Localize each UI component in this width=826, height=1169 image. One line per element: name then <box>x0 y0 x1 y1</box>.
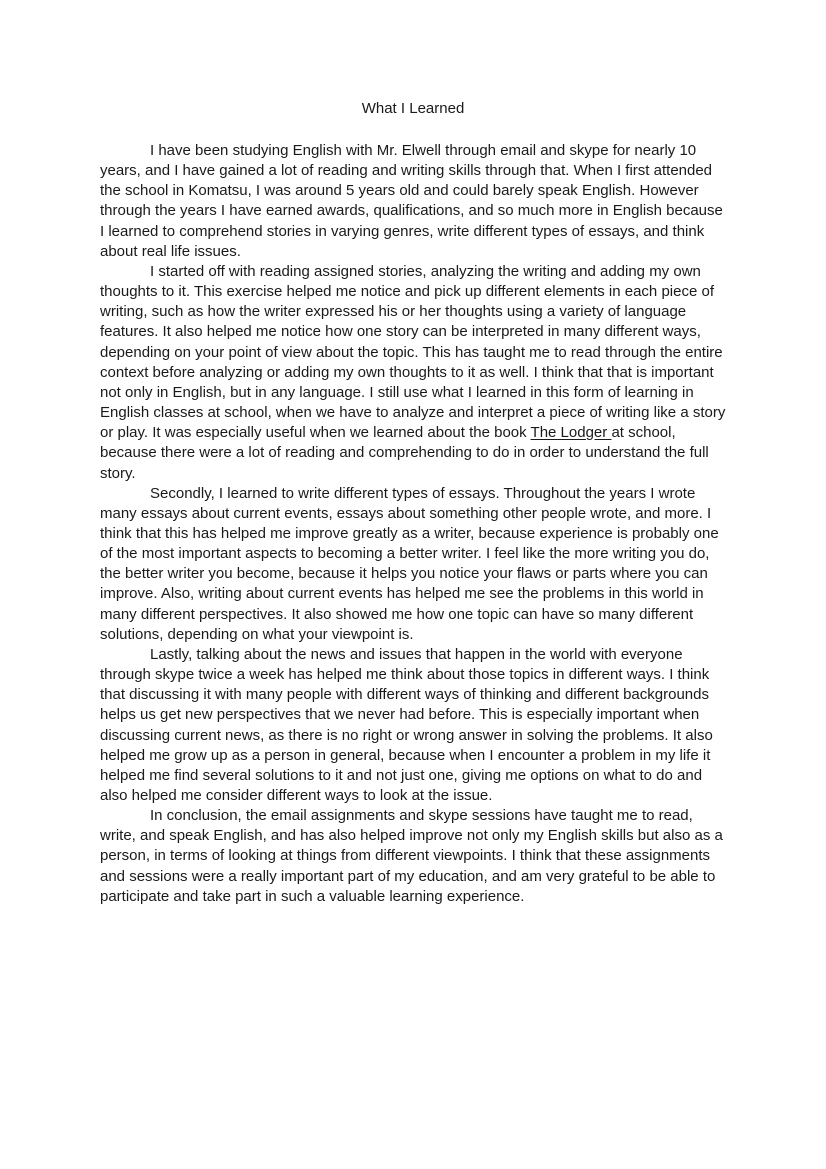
document-title: What I Learned <box>361 100 465 117</box>
paragraph-introduction: I have been studying English with Mr. Elwell through email and skype for nearly 10 years, and I have gained a lot of reading and writing skills through that. When I first attended the school in Komatsu, I was around 5 years old and could barely speak English. However through the years I have earned awards, qualifications, and so much more in English because I learned to comprehend stories in varying genres, write different types of essays, and think about real life issues. <box>100 142 723 260</box>
paragraph-text-before-book: I started off with reading assigned stories, analyzing the writing and adding my own thoughts to it. This exercise helped me notice and pick up different elements in each piece of writing, such as how the writer expressed his or her thoughts using a variety of language features. It also helped me notice how one story can be interpreted in many different ways, depending on your point of view about the topic. This has taught me to read through the entire context before analyzing or adding my own thoughts to it as well. I think that that is important not only in English, but in any language. I still use what I learned in this form of learning in English classes at school, when we have to analyze and interpret a piece of writing like a story or play. It was especially useful when we learned about the book <box>100 262 726 442</box>
document-body <box>100 141 728 907</box>
paragraph-reading-stories <box>100 262 728 484</box>
paragraph-discussing-news: Lastly, talking about the news and issues that happen in the world with everyone through skype twice a week has helped me think about those topics in different ways. I think that discussing it with many people with different ways of thinking and different backgrounds helps us get new perspectives that we never had before. This is especially important when discussing current news, as there is no right or wrong answer in solving the problems. It also helped me grow up as a person in general, because when I encounter a problem in my life it helped me find several solutions to it and not just one, giving me options on what to do and also helped me consider different ways to look at the issue. <box>100 645 713 804</box>
paragraph-conclusion: In conclusion, the email assignments and skype sessions have taught me to read, write, and speak English, and has also helped improve not only my English skills but also as a person, in terms of looking at things from different viewpoints. I think that these assignments and sessions were a really important part of my education, and am very grateful to be able to participate and take part in such a valuable learning experience. <box>100 807 723 905</box>
paragraph-writing-essays: Secondly, I learned to write different types of essays. Throughout the years I wrote many essays about current events, essays about something other people wrote, and more. I think that this has helped me improve greatly as a writer, because experience is probably one of the most important aspects to becoming a better writer. I feel like the more writing you do, the better writer you become, because it helps you notice your flaws or parts where you can improve. Also, writing about current events has helped me see the problems in this world in many different perspectives. It also showed me how one topic can have so many different solutions, depending on what your viewpoint is. <box>100 484 719 643</box>
book-title-underlined: The Lodger <box>530 424 612 442</box>
paragraph-text-after-book: at school, because there were a lot of reading and comprehending to do in order to understand the full story. <box>100 424 709 482</box>
